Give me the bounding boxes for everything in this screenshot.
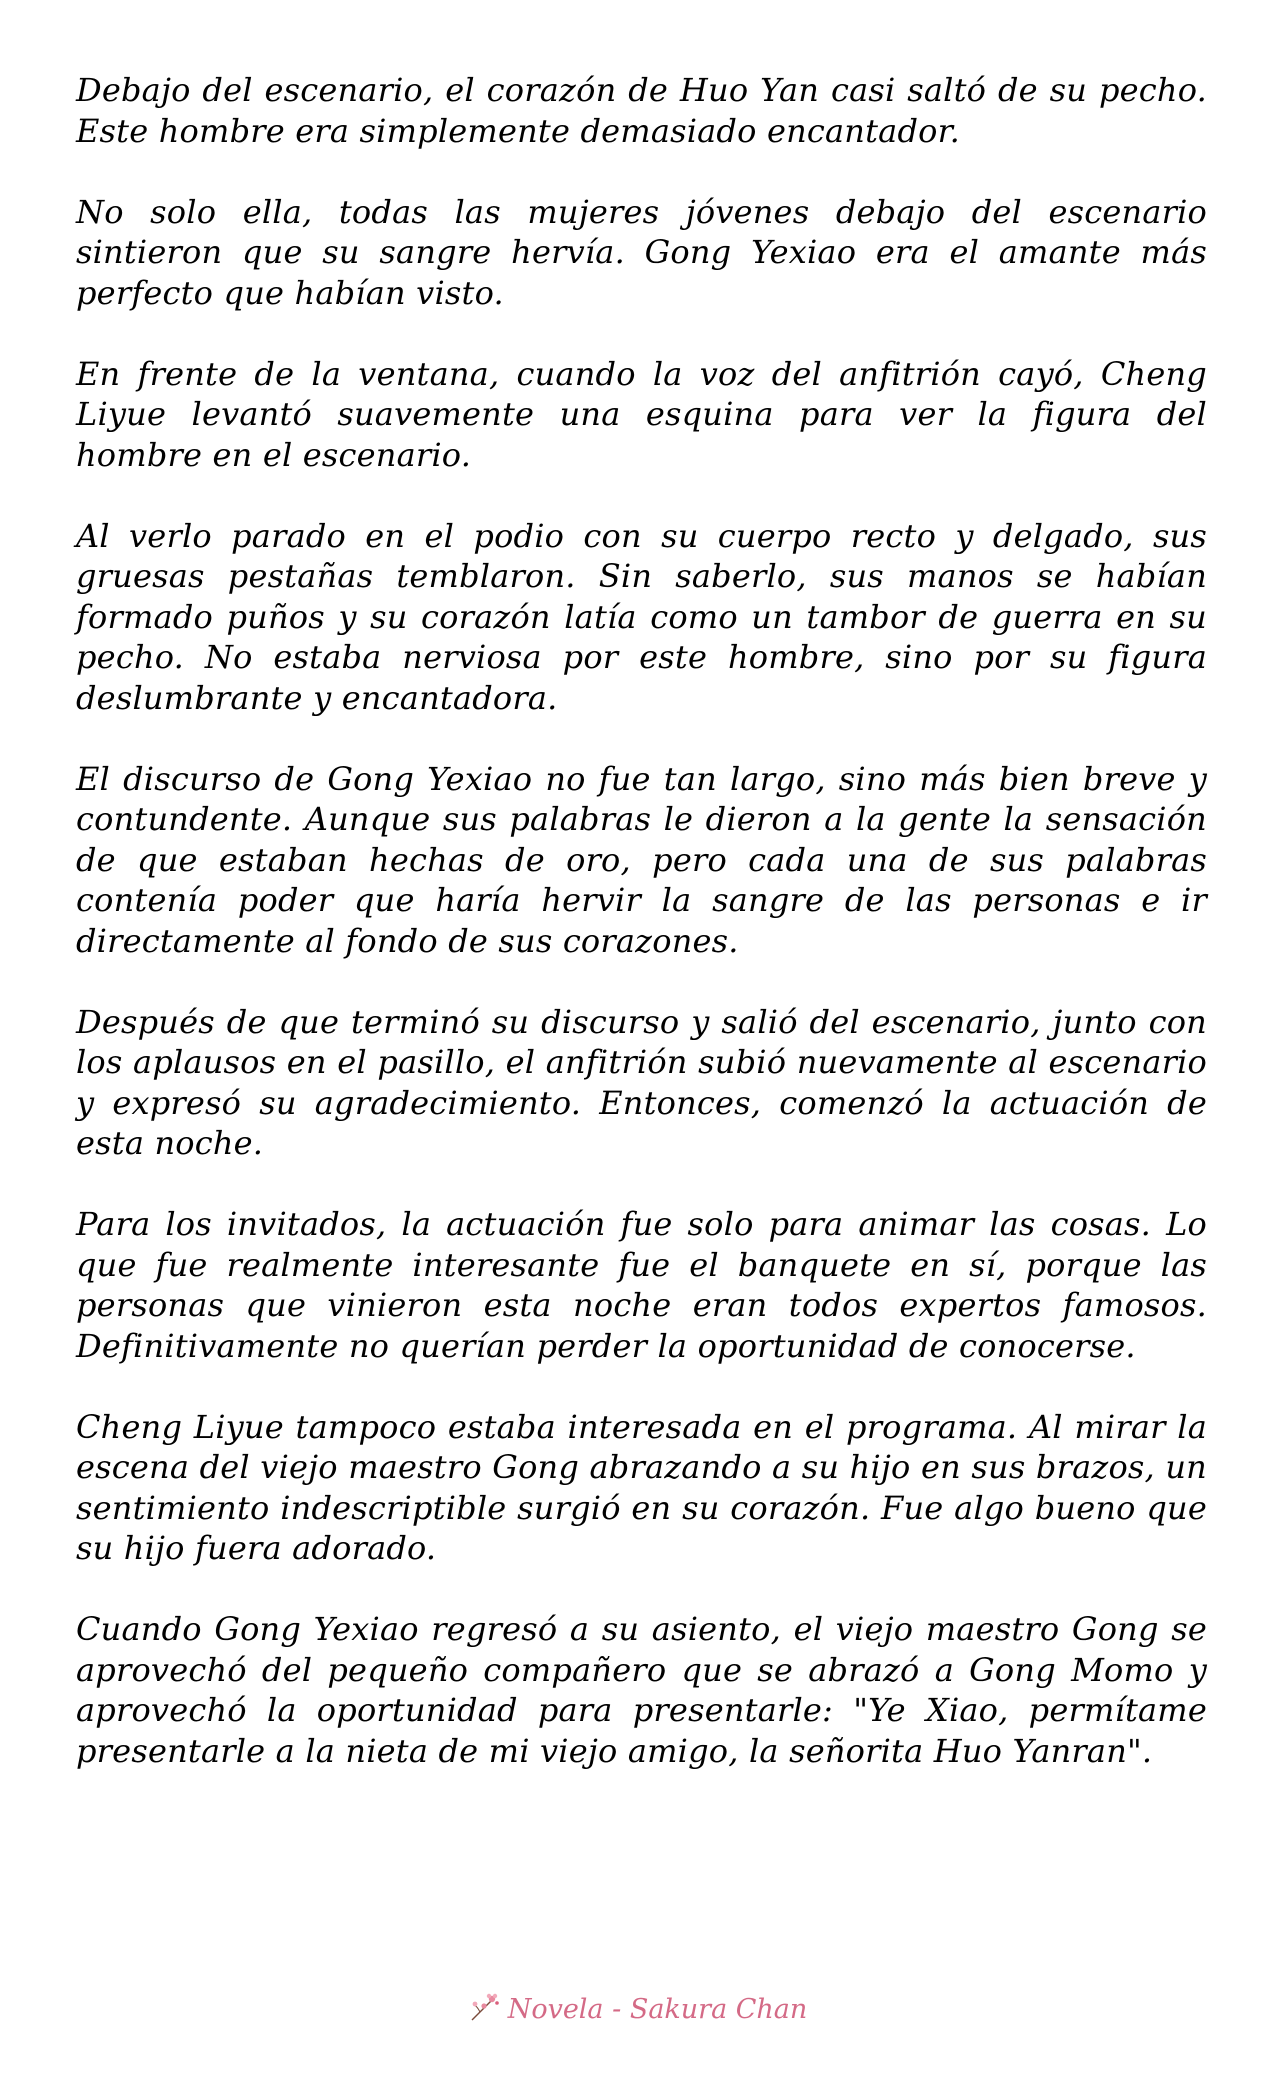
paragraph-7: Para los invitados, la actuación fue solo para animar las cosas. Lo que fue realmente interesante fue el banquete en sí, porque las personas que vinieron esta noche eran todos expertos famosos. Definitivamente no querían perder la oportunidad de conocerse.	[76, 1205, 1207, 1365]
paragraph-2: No solo ella, todas las mujeres jóvenes debajo del escenario sintieron que su sangre hervía. Gong Yexiao era el amante más perfecto que habían visto.	[76, 192, 1207, 312]
paragraph-3: En frente de la ventana, cuando la voz del anfitrión cayó, Cheng Liyue levantó suavemente una esquina para ver la figura del hombre en el escenario.	[76, 354, 1207, 474]
footer-text: Novela - Sakura Chan	[507, 1994, 808, 2025]
paragraph-8: Cheng Liyue tampoco estaba interesada en el programa. Al mirar la escena del viejo maestro Gong abrazando a su hijo en sus brazos, un sentimiento indescriptible surgió en su corazón. Fue algo bueno que su hijo fuera adorado.	[76, 1407, 1207, 1567]
document-body	[76, 70, 1207, 1812]
paragraph-1: Debajo del escenario, el corazón de Huo Yan casi saltó de su pecho. Este hombre era simplemente demasiado encantador.	[76, 71, 1207, 150]
paragraph-4: Al verlo parado en el podio con su cuerpo recto y delgado, sus gruesas pestañas temblaron. Sin saberlo, sus manos se habían formado puños y su corazón latía como un tambor de guerra en su pecho. No estaba nerviosa por este hombre, sino por su figura deslumbrante y encantadora.	[76, 516, 1207, 717]
paragraph-9: Cuando Gong Yexiao regresó a su asiento, el viejo maestro Gong se aprovechó del pequeño compañero que se abrazó a Gong Momo y aprovechó la oportunidad para presentarle: "Ye Xiao, permítame presentarle a la nieta de mi viejo amigo, la señorita Huo Yanran".	[76, 1610, 1207, 1770]
cherry-blossom-icon	[468, 1990, 502, 2024]
paragraph-5: El discurso de Gong Yexiao no fue tan largo, sino más bien breve y contundente. Aunque sus palabras le dieron a la gente la sensación de que estaban hechas de oro, pero cada una de sus palabras contenía poder que haría hervir la sangre de las personas e ir directamente al fondo de sus corazones.	[76, 759, 1207, 960]
footer-watermark	[0, 1990, 1275, 2025]
paragraph-6: Después de que terminó su discurso y salió del escenario, junto con los aplausos en el pasillo, el anfitrión subió nuevamente al escenario y expresó su agradecimiento. Entonces, comenzó la actuación de esta noche.	[76, 1002, 1207, 1162]
